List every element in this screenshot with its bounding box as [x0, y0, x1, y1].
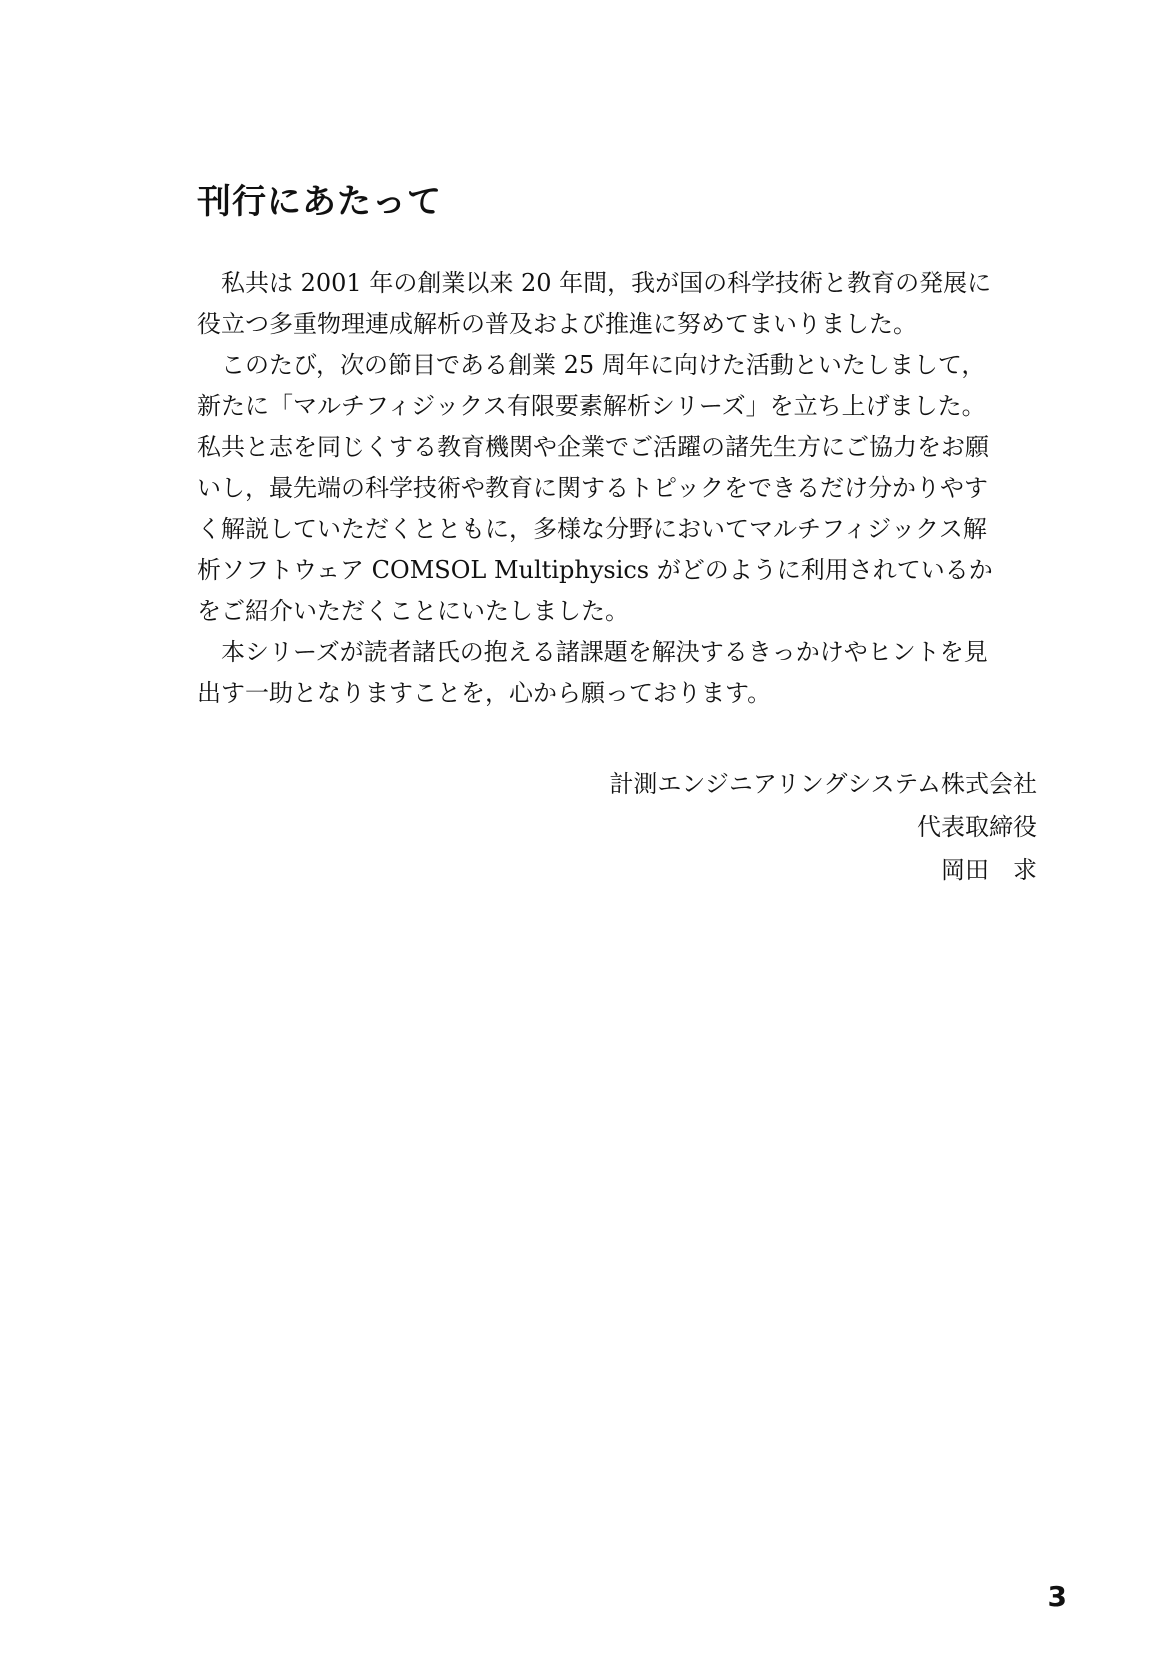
signature-company: 計測エンジニアリングシステム株式会社: [609, 770, 1037, 798]
body-line: く解説していただくとともに，多様な分野においてマルチフィジックス解: [197, 515, 987, 543]
body-line: いし，最先端の科学技術や教育に関するトピックをできるだけ分かりやす: [197, 474, 989, 502]
page-title: 刊行にあたって: [197, 182, 442, 222]
signature-role: 代表取締役: [917, 813, 1037, 841]
body-line: 私共と志を同じくする教育機関や企業でご活躍の諸先生方にご協力をお願: [197, 433, 989, 461]
preface-body: [197, 263, 1037, 714]
body-line: 析ソフトウェア COMSOL Multiphysics がどのように利用されているか: [197, 556, 993, 584]
body-line: をご紹介いただくことにいたしました。: [197, 597, 629, 625]
body-line: 出す一助となりますことを，心から願っております。: [197, 679, 772, 707]
signature-block: [197, 763, 1037, 892]
body-line: 本シリーズが読者諸氏の抱える諸課題を解決するきっかけやヒントを見: [221, 638, 988, 666]
body-line: 新たに「マルチフィジックス有限要素解析シリーズ」を立ち上げました。: [197, 392, 986, 420]
body-line: 役立つ多重物理連成解析の普及および推進に努めてまいりました。: [197, 310, 917, 338]
page-number: 3: [1047, 1580, 1067, 1613]
body-line: このたび，次の節目である創業 25 周年に向けた活動といたしまして，: [221, 351, 986, 379]
signature-name: 岡田 求: [941, 856, 1037, 884]
body-line: 私共は 2001 年の創業以来 20 年間，我が国の科学技術と教育の発展に: [221, 269, 992, 297]
